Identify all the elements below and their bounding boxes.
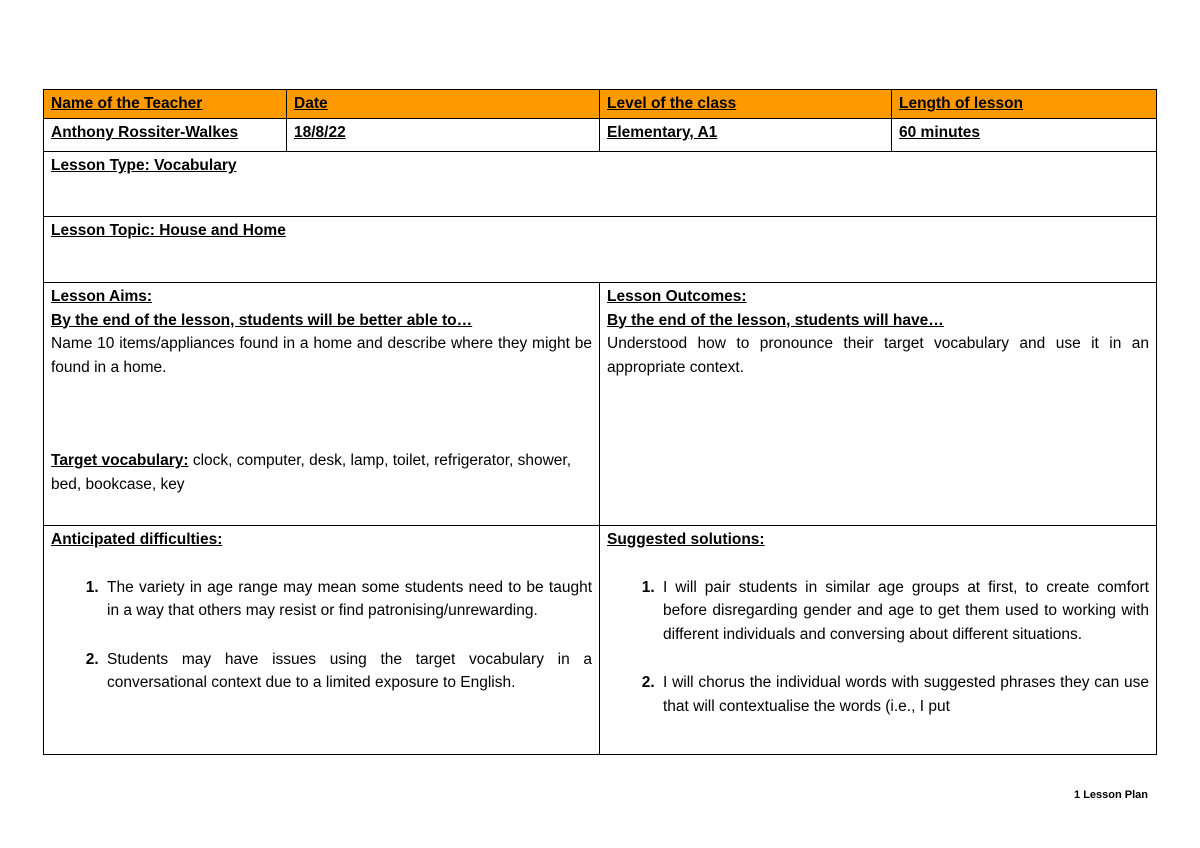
difficulties-solutions-row: [44, 526, 1157, 755]
lesson-topic-row: [44, 217, 1157, 283]
header-length: Length of lesson: [892, 90, 1157, 119]
solutions-list: [607, 576, 1149, 719]
page-footer: 1 Lesson Plan: [1074, 789, 1148, 801]
lesson-aims-cell: [44, 283, 600, 526]
difficulty-item: 2. Students may have issues using the target vocabulary in a conversational context due to a limited exposure to English.: [103, 648, 592, 695]
difficulties-list: [51, 576, 592, 695]
lesson-topic-cell: [44, 217, 1157, 283]
outcomes-title: Lesson Outcomes:: [607, 288, 747, 305]
values-row: [44, 119, 1157, 152]
header-row: [44, 90, 1157, 119]
vocab-label: Target vocabulary:: [51, 452, 189, 469]
outcomes-subtitle: By the end of the lesson, students will have…: [607, 311, 944, 329]
lesson-length: 60 minutes: [892, 119, 1157, 152]
lesson-type: Lesson Type: Vocabulary: [51, 157, 237, 174]
header-date: Date: [287, 90, 600, 119]
difficulties-cell: [44, 526, 600, 755]
lesson-topic: Lesson Topic: House and Home: [51, 222, 286, 239]
aims-title: Lesson Aims:: [51, 288, 153, 305]
aims-subtitle: By the end of the lesson, students will be better able to…: [51, 311, 473, 329]
solutions-title: Suggested solutions:: [607, 531, 765, 548]
lesson-outcomes-cell: [600, 283, 1157, 526]
aims-text: Name 10 items/appliances found in a home and describe where they might be found in a home.: [51, 335, 592, 376]
lesson-type-row: [44, 152, 1157, 217]
solution-item: 2. I will chorus the individual words with suggested phrases they can use that will contextualise the words (i.e., I put: [659, 671, 1149, 718]
class-level: Elementary, A1: [600, 119, 892, 152]
header-level: Level of the class: [600, 90, 892, 119]
solution-item: 1. I will pair students in similar age groups at first, to create comfort before disregarding gender and age to get them used to working with different individuals and conversing about different situations.: [659, 576, 1149, 647]
header-teacher: Name of the Teacher: [44, 90, 287, 119]
outcomes-text: Understood how to pronounce their target vocabulary and use it in an appropriate context.: [607, 335, 1149, 376]
lesson-date: 18/8/22: [287, 119, 600, 152]
solutions-cell: [600, 526, 1157, 755]
difficulties-title: Anticipated difficulties:: [51, 531, 223, 548]
difficulty-item: 1. The variety in age range may mean some students need to be taught in a way that others may resist or find patronising/unrewarding.: [103, 576, 592, 623]
aims-outcomes-row: [44, 283, 1157, 526]
lesson-plan-table: [43, 89, 1157, 755]
target-vocabulary: [51, 449, 592, 496]
teacher-name: Anthony Rossiter-Walkes: [44, 119, 287, 152]
vocab-text: clock, computer, desk, lamp, toilet, refrigerator, shower, bed, bookcase, key: [51, 452, 572, 493]
lesson-type-cell: [44, 152, 1157, 217]
